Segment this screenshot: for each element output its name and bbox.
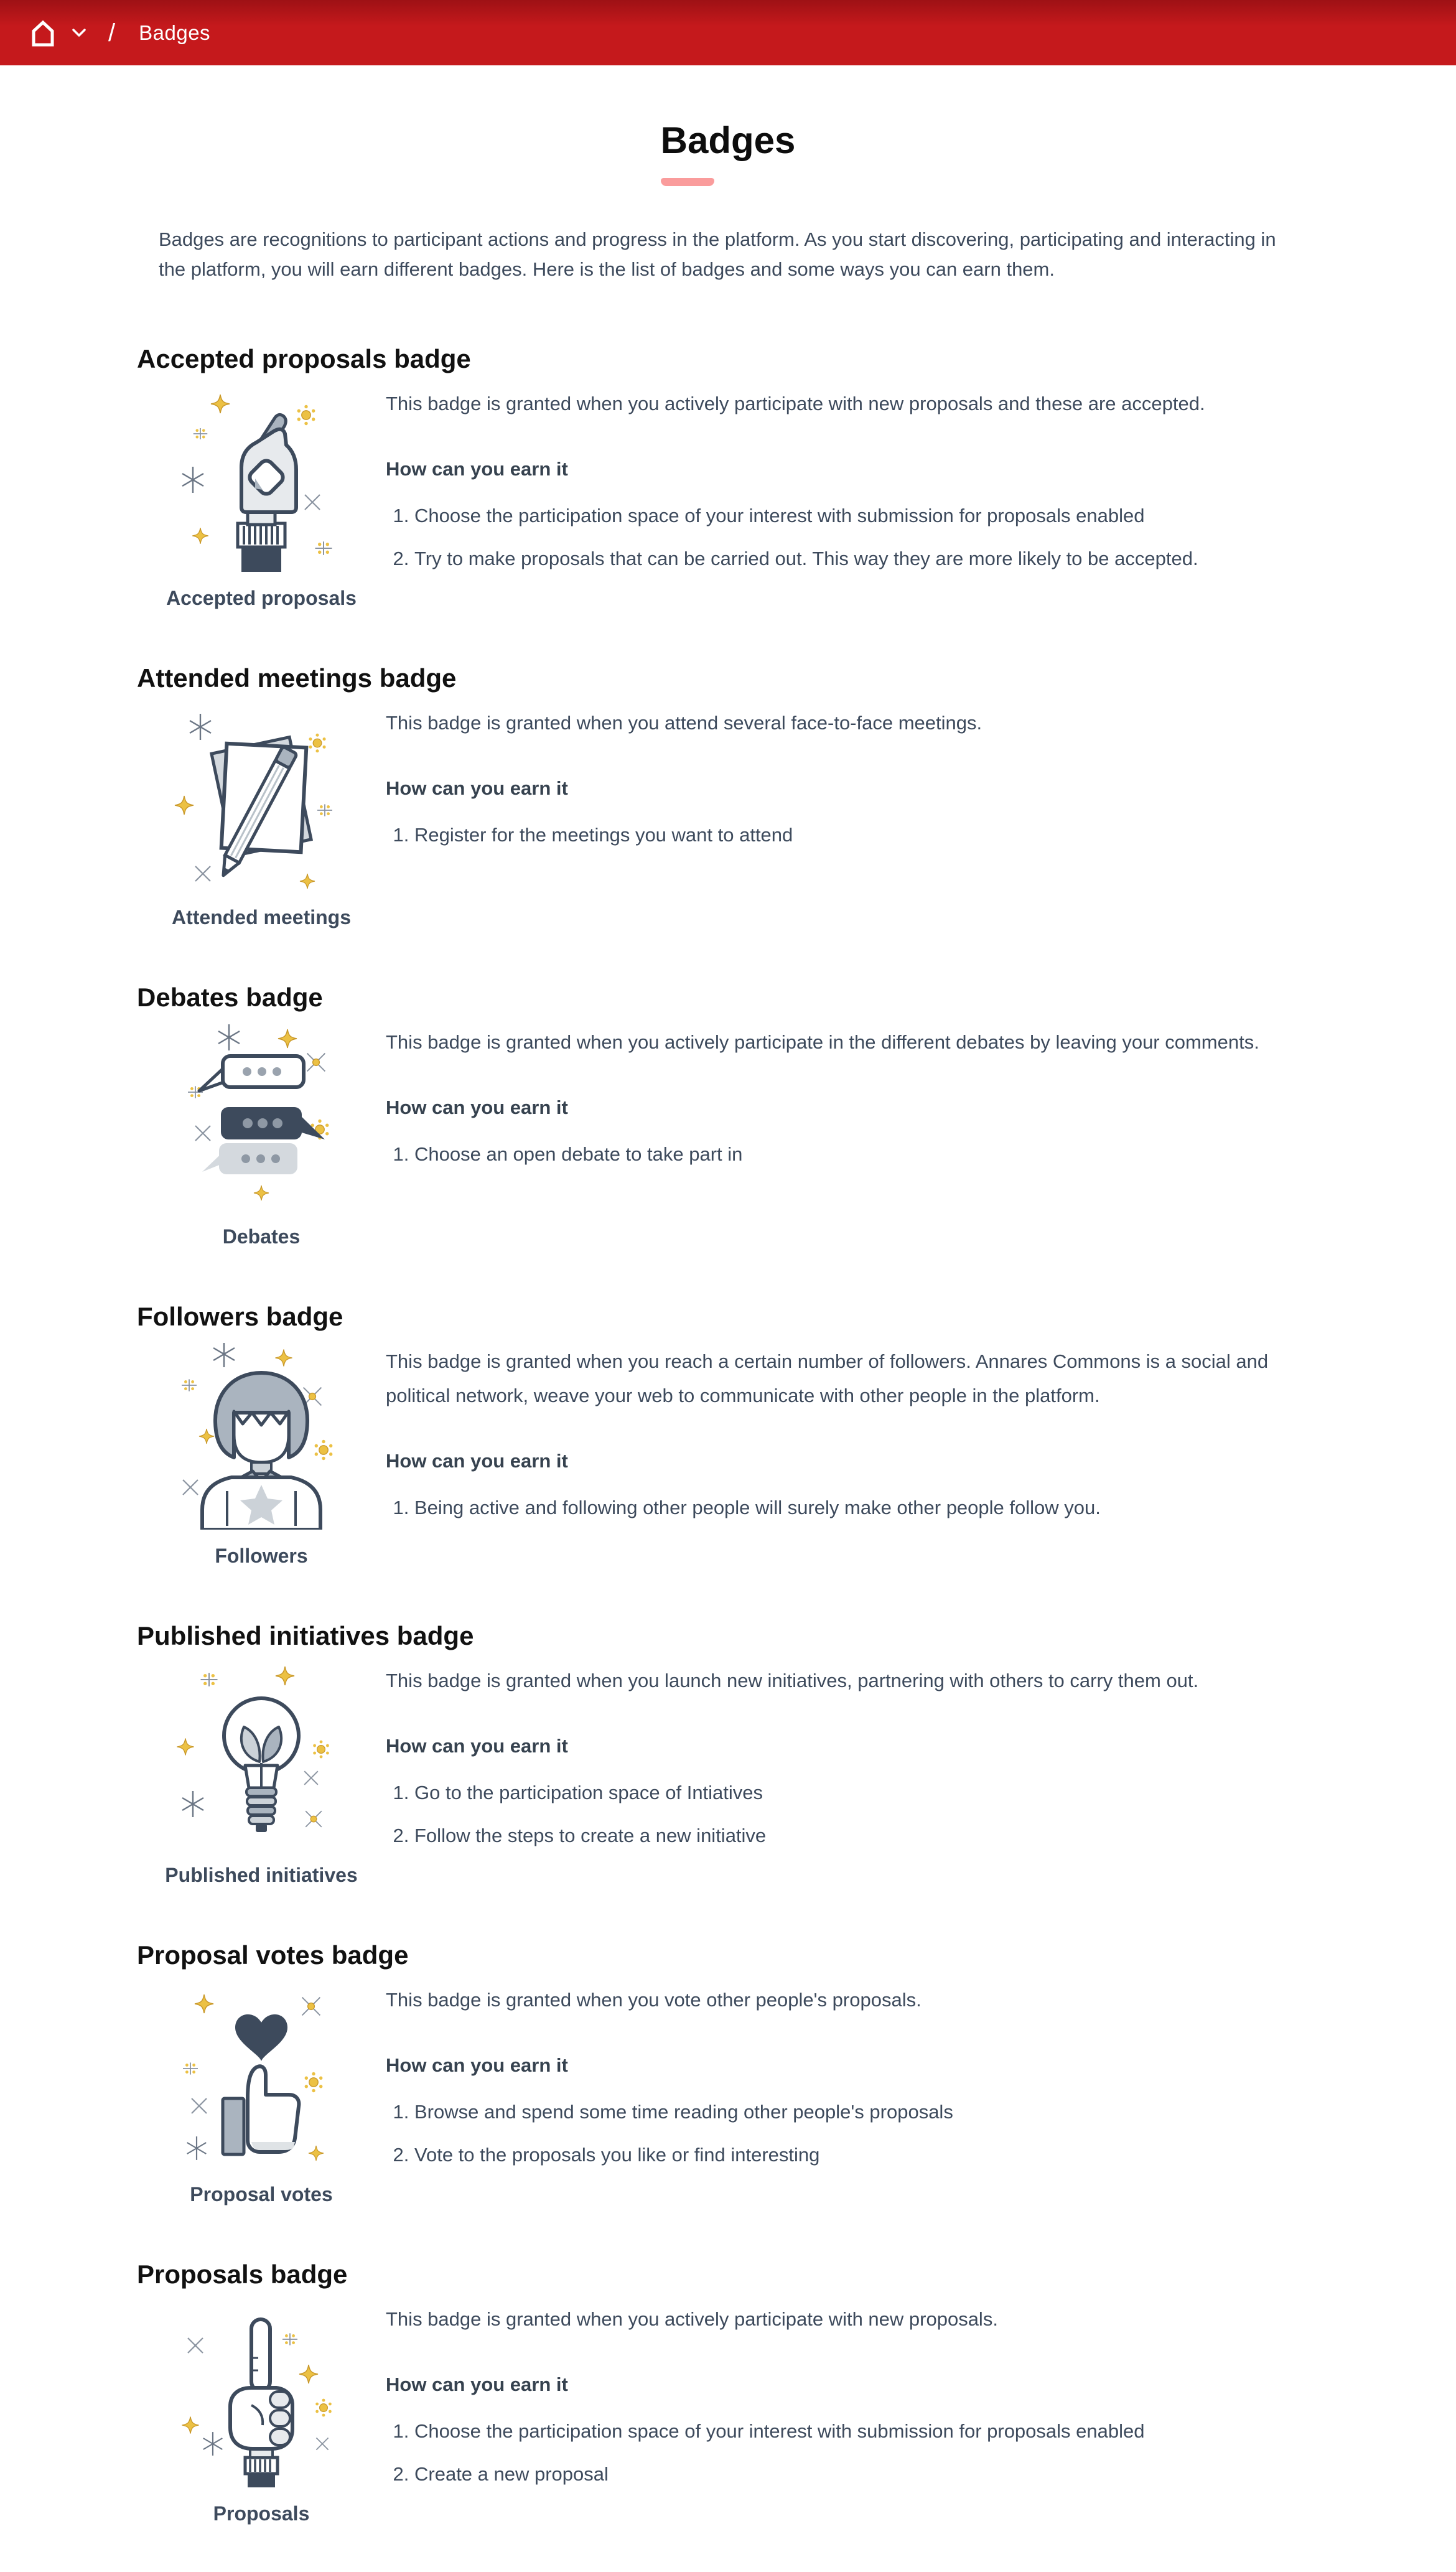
how-to-earn-label: How can you earn it — [386, 777, 568, 800]
section-heading: Accepted proposals badge — [137, 344, 471, 374]
section-heading: Debates badge — [137, 983, 323, 1012]
badge-figure — [137, 1981, 386, 2206]
how-to-earn-label: How can you earn it — [386, 1450, 568, 1472]
section-heading: Proposal votes badge — [137, 1940, 409, 1970]
earn-steps-list — [386, 502, 1319, 573]
badge-caption: Accepted proposals — [166, 587, 357, 610]
earn-step: 2. Follow the steps to create a new initiative — [414, 1821, 1319, 1851]
badge-description: This badge is granted when you actively participate with new proposals. — [386, 2308, 998, 2331]
earn-step: 1. Being active and following other people will surely make other people follow you. — [414, 1494, 1319, 1523]
earn-step: 1. Register for the meetings you want to attend — [414, 821, 1319, 850]
breadcrumb-separator: / — [108, 19, 116, 47]
earn-steps-list — [386, 2417, 1319, 2489]
earn-steps-list — [386, 1494, 1319, 1523]
earn-step: 1. Choose the participation space of your interest with submission for proposals enabled — [414, 502, 1319, 531]
badges-list — [137, 344, 1319, 2525]
earn-step: 2. Vote to the proposals you like or find interesting — [414, 2141, 1319, 2170]
person-avatar-badge-icon — [168, 1343, 355, 1530]
badge-figure — [137, 385, 386, 610]
badge-caption: Proposal votes — [190, 2183, 333, 2206]
badge-section-debates — [137, 983, 1319, 1248]
speech-bubbles-badge-icon — [168, 1024, 355, 1210]
badge-section-accepted-proposals — [137, 344, 1319, 610]
section-heading: Attended meetings badge — [137, 663, 457, 693]
papers-pencil-badge-icon — [168, 704, 355, 891]
badge-section-proposal-votes — [137, 1940, 1319, 2206]
badge-caption: Followers — [215, 1545, 308, 1568]
earn-steps-list — [386, 2098, 1319, 2169]
section-heading: Proposals badge — [137, 2260, 348, 2289]
badge-description: This badge is granted when you actively participate with new proposals and these are accepted. — [386, 393, 1205, 415]
earn-steps-list — [386, 1779, 1319, 1850]
page-intro: Badges are recognitions to participant actions and progress in the platform. As you start discovering, participating and interacting in the platform, you will earn different badges. Here is the list of badges and some ways you can earn them. — [159, 228, 1276, 281]
badge-description: This badge is granted when you attend several face-to-face meetings. — [386, 712, 982, 734]
earn-steps-list — [386, 1140, 1319, 1169]
badge-figure — [137, 2301, 386, 2525]
badge-description: This badge is granted when you actively participate in the different debates by leaving your comments. — [386, 1031, 1259, 1054]
how-to-earn-label: How can you earn it — [386, 1735, 568, 1757]
badge-figure — [137, 1024, 386, 1248]
badge-description: This badge is granted when you launch new initiatives, partnering with others to carry them out. — [386, 1670, 1199, 1692]
badge-section-published-initiatives — [137, 1621, 1319, 1887]
badge-figure — [137, 1662, 386, 1887]
pointing-hand-badge-icon — [168, 2301, 355, 2487]
badge-caption: Proposals — [213, 2502, 310, 2525]
earn-step: 1. Choose an open debate to take part in — [414, 1140, 1319, 1169]
badge-caption: Debates — [222, 1225, 301, 1248]
badge-caption: Attended meetings — [171, 906, 352, 929]
badge-section-attended-meetings — [137, 663, 1319, 929]
earn-step: 1. Go to the participation space of Intiatives — [414, 1779, 1319, 1808]
ok-hand-badge-icon — [168, 385, 355, 572]
earn-step: 1. Browse and spend some time reading other people's proposals — [414, 2098, 1319, 2127]
how-to-earn-label: How can you earn it — [386, 2373, 568, 2396]
breadcrumb-current: Badges — [139, 21, 211, 44]
badge-figure — [137, 1343, 386, 1568]
earn-step: 1. Choose the participation space of your interest with submission for proposals enabled — [414, 2417, 1319, 2446]
badge-figure — [137, 704, 386, 929]
badge-section-proposals — [137, 2260, 1319, 2525]
badge-description: This badge is granted when you reach a certain number of followers. Annares Commons is a social and political network, weave your web to communicate with other people in the platform. — [386, 1350, 1269, 1407]
badge-section-followers — [137, 1302, 1319, 1568]
earn-steps-list — [386, 821, 1319, 850]
light-bulb-badge-icon — [168, 1662, 355, 1849]
topbar — [0, 0, 1456, 65]
how-to-earn-label: How can you earn it — [386, 458, 568, 480]
earn-step: 2. Create a new proposal — [414, 2460, 1319, 2489]
page-title: Badges — [660, 119, 796, 161]
how-to-earn-label: How can you earn it — [386, 1097, 568, 1119]
thumb-up-heart-badge-icon — [168, 1981, 355, 2168]
section-heading: Followers badge — [137, 1302, 343, 1332]
how-to-earn-label: How can you earn it — [386, 2054, 568, 2077]
chevron-down-icon[interactable] — [72, 29, 86, 37]
section-heading: Published initiatives badge — [137, 1621, 474, 1651]
badge-caption: Published initiatives — [165, 1864, 358, 1887]
badge-description: This badge is granted when you vote other people's proposals. — [386, 1989, 922, 2011]
home-icon[interactable] — [29, 18, 57, 48]
earn-step: 2. Try to make proposals that can be carried out. This way they are more likely to be accepted. — [414, 545, 1319, 574]
title-underline — [661, 178, 714, 186]
